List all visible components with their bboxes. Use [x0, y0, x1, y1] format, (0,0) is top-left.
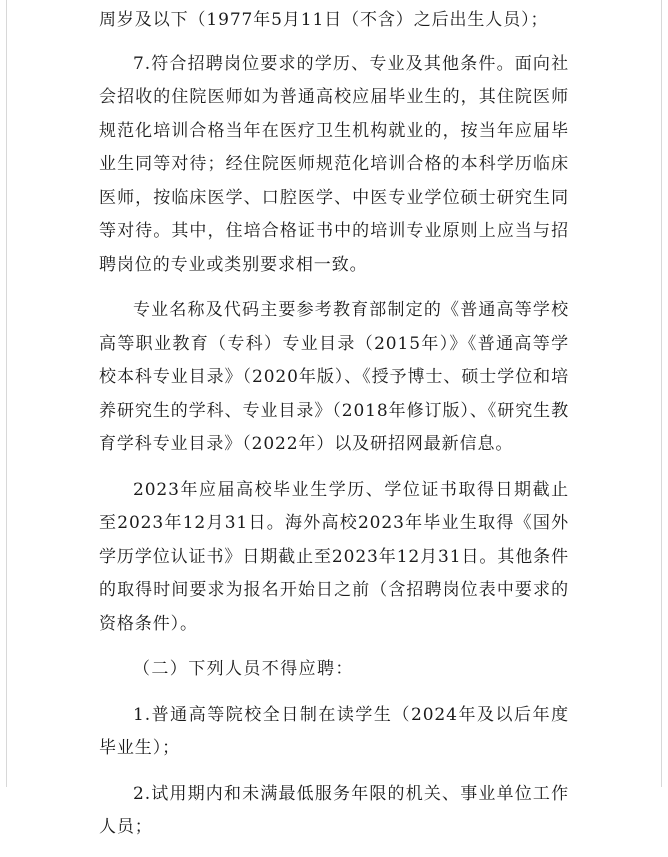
page-edge-right	[661, 0, 662, 787]
section-heading-ineligible: （二）下列人员不得应聘：	[133, 659, 354, 679]
list-item-ineligible-1: 1.普通高等院校全日制在读学生（2024年及以后年度毕业生）；	[99, 704, 569, 758]
document-body	[99, 4, 569, 857]
paragraph-graduate-dates: 2023年应届高校毕业生学历、学位证书取得日期截止至2023年12月31日。海外高校2023年毕业生取得《国外学历学位认证书》日期截止至2023年12月31日。其他条件的取得时间要求为报名开始日之前（含招聘岗位表中要求的资格条件）。	[99, 479, 569, 634]
paragraph-requirement-7: 7.符合招聘岗位要求的学历、专业及其他条件。面向社会招收的住院医师如为普通高校应届毕业生的，其住院医师规范化培训合格当年在医疗卫生机构就业的，按当年应届毕业生同等对待；经住院医师规范化培训合格的本科学历临床医师，按临床医学、口腔医学、中医专业学位硕士研究生同等对待。其中，住培合格证书中的培训专业原则上应当与招聘岗位的专业或类别要求相一致。	[99, 53, 569, 275]
paragraph-major-codes: 专业名称及代码主要参考教育部制定的《普通高等学校高等职业教育（专科）专业目录（2015年）》《普通高等学校本科专业目录》（2020年版）、《授予博士、硕士学位和培养研究生的学科、专业目录》（2018年修订版）、《研究生教育学科专业目录》（2022年）以及研招网最新信息。	[99, 300, 569, 454]
paragraph-age-continuation: 周岁及以下（1977年5月11日（不含）之后出生人员）；	[99, 10, 549, 30]
page-edge-left	[6, 0, 7, 787]
list-item-ineligible-2: 2.试用期内和未满最低服务年限的机关、事业单位工作人员；	[99, 783, 569, 837]
